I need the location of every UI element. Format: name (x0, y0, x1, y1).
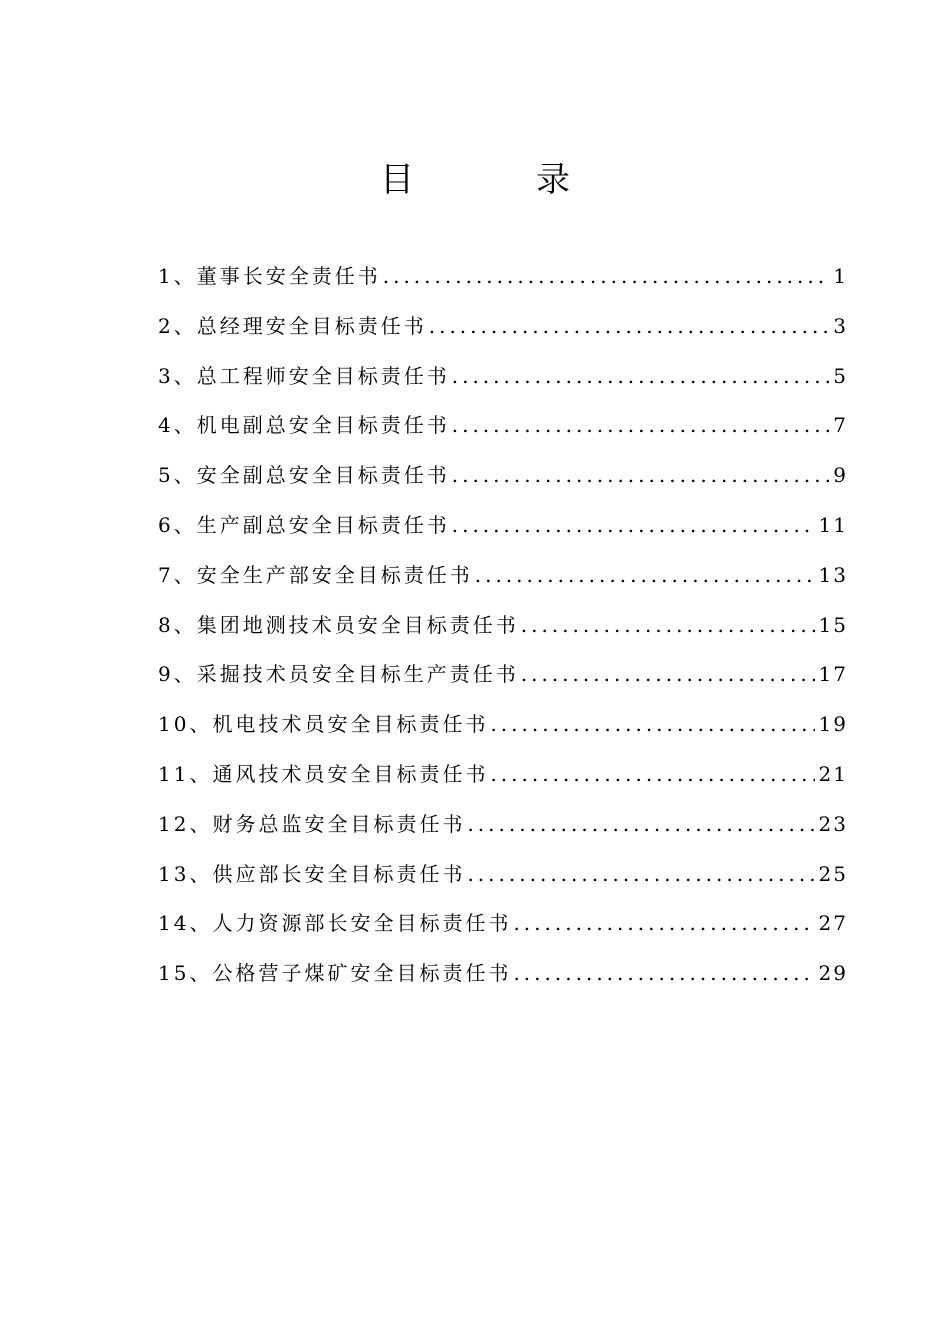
toc-leader-dots (452, 413, 830, 437)
toc-leader-dots (452, 364, 830, 388)
toc-entry-page: 15 (818, 612, 848, 637)
toc-entry[interactable] (158, 808, 848, 858)
toc-leader-dots (521, 662, 815, 686)
toc-entry-page: 21 (818, 761, 848, 786)
toc-entry[interactable] (158, 907, 848, 957)
toc-entry-page: 25 (818, 861, 848, 886)
toc-leader-dots (475, 563, 815, 587)
toc-entry-page: 9 (833, 463, 848, 488)
toc-entry-label: 1、董事长安全责任书 (158, 264, 381, 288)
toc-entry-label: 13、供应部长安全目标责任书 (158, 861, 466, 886)
toc-entry[interactable] (158, 509, 848, 559)
toc-leader-dots (383, 264, 830, 288)
toc-entry-label: 9、采掘技术员安全目标生产责任书 (158, 662, 519, 687)
toc-entry-label: 10、机电技术员安全目标责任书 (158, 712, 489, 737)
toc-entry[interactable] (158, 409, 848, 459)
toc-leader-dots (490, 762, 814, 786)
toc-leader-dots (429, 314, 830, 338)
toc-entry[interactable] (158, 957, 848, 1007)
toc-leader-dots (467, 812, 814, 836)
toc-entry-page: 19 (818, 712, 848, 737)
toc-entry-page: 5 (833, 363, 848, 388)
toc-leader-dots (452, 463, 830, 487)
toc-entry[interactable] (158, 260, 848, 310)
toc-entry-page: 1 (833, 264, 848, 288)
toc-entry[interactable] (158, 559, 848, 609)
toc-entry-page: 29 (818, 961, 848, 986)
toc-entry-label: 11、通风技术员安全目标责任书 (158, 761, 489, 786)
toc-entry-page: 17 (818, 662, 848, 687)
toc-entry-label: 2、总经理安全目标责任书 (158, 313, 427, 338)
toc-entry-page: 13 (818, 562, 848, 587)
toc-entry-page: 11 (818, 512, 848, 537)
toc-entry-label: 7、安全生产部安全目标责任书 (158, 562, 473, 587)
toc-entry-page: 7 (833, 413, 848, 438)
toc-entry-page: 3 (833, 313, 848, 338)
toc-leader-dots (490, 712, 814, 736)
page-title-char-1: 目 (380, 160, 414, 200)
toc-entry-page: 27 (818, 911, 848, 936)
toc-leader-dots (513, 911, 814, 935)
toc-entry[interactable] (158, 658, 848, 708)
toc-entry[interactable] (158, 360, 848, 410)
toc-entry[interactable] (158, 858, 848, 908)
toc-entry-label: 15、公格营子煤矿安全目标责任书 (158, 961, 512, 986)
toc-entry[interactable] (158, 310, 848, 360)
page-title (0, 156, 950, 204)
toc-entry-label: 3、总工程师安全目标责任书 (158, 363, 450, 388)
toc-entry[interactable] (158, 708, 848, 758)
toc-entry-label: 14、人力资源部长安全目标责任书 (158, 911, 512, 936)
toc-entry[interactable] (158, 609, 848, 659)
toc-entry-label: 8、集团地测技术员安全目标责任书 (158, 612, 519, 637)
toc-entry-label: 5、安全副总安全目标责任书 (158, 463, 450, 488)
table-of-contents (158, 260, 848, 1007)
toc-entry-label: 6、生产副总安全目标责任书 (158, 512, 450, 537)
toc-entry-label: 12、财务总监安全目标责任书 (158, 811, 466, 836)
toc-leader-dots (513, 961, 814, 985)
toc-leader-dots (467, 862, 814, 886)
toc-leader-dots (521, 613, 815, 637)
toc-entry-page: 23 (818, 811, 848, 836)
toc-entry-label: 4、机电副总安全目标责任书 (158, 413, 450, 438)
toc-leader-dots (452, 513, 815, 537)
toc-entry[interactable] (158, 459, 848, 509)
toc-entry[interactable] (158, 758, 848, 808)
page-title-char-2: 录 (536, 160, 570, 200)
